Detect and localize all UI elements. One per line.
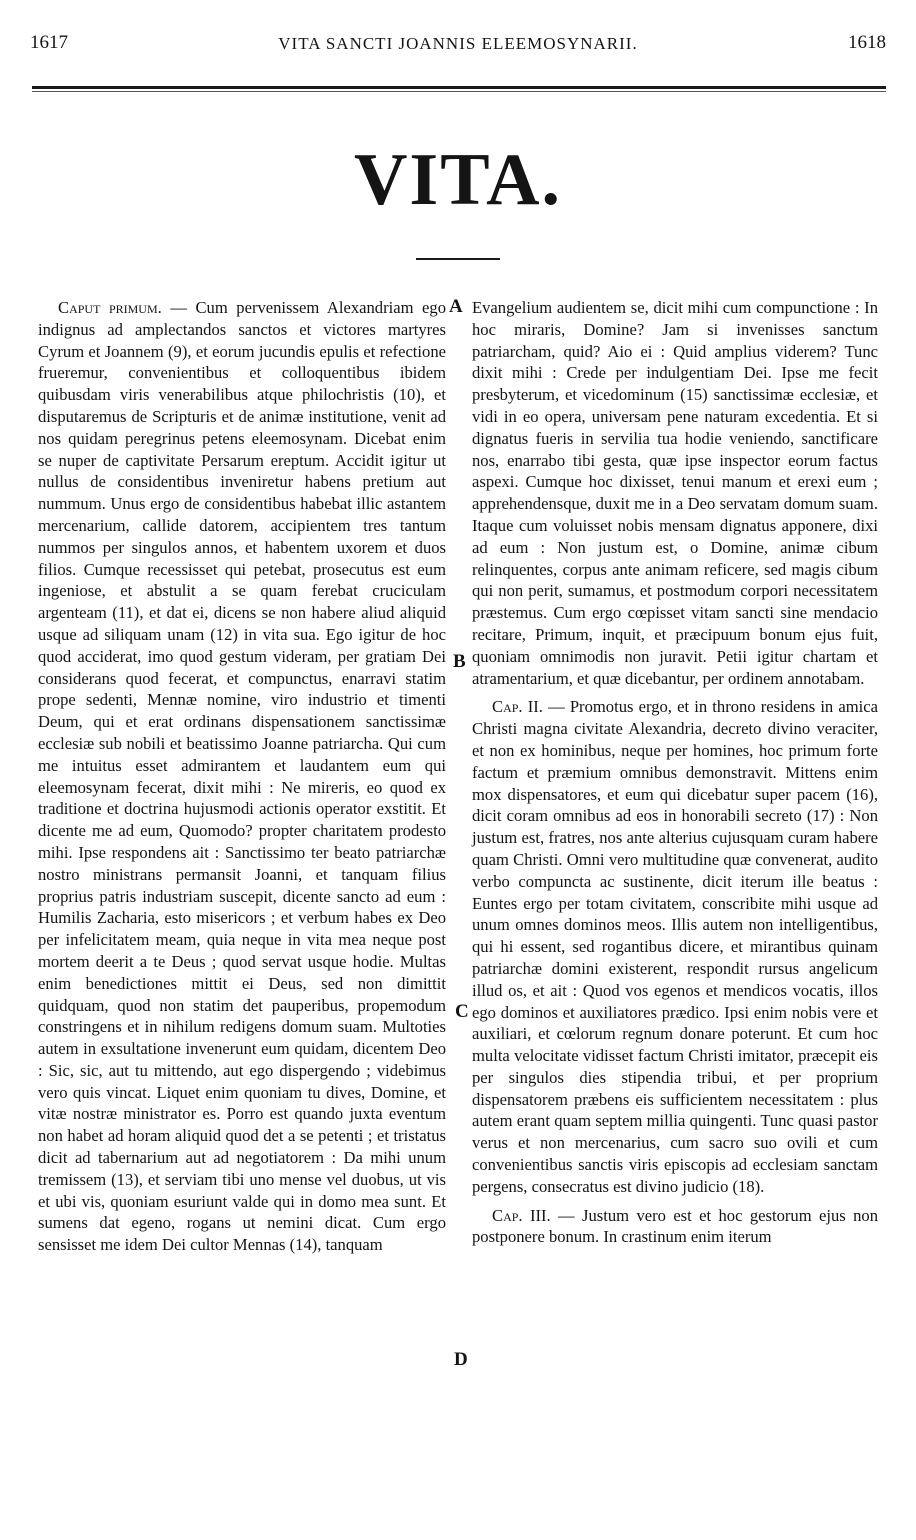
running-head xyxy=(30,32,886,56)
right-page-number: 1618 xyxy=(848,32,886,53)
page-title: VITA. xyxy=(353,139,563,221)
cap-ii-label: Cap. II. xyxy=(492,697,543,717)
margin-letter-a: A xyxy=(449,296,463,317)
running-title: VITA SANCTI JOANNIS ELEEMOSYNARII. xyxy=(278,34,638,53)
left-page-number: 1617 xyxy=(30,32,68,53)
title-rule xyxy=(416,258,500,260)
left-column xyxy=(38,297,446,1256)
cap-iii-label: Cap. III. xyxy=(492,1205,551,1225)
margin-letter-d: D xyxy=(454,1349,468,1370)
header-rule-thin xyxy=(32,91,886,92)
right-column xyxy=(472,297,878,1248)
paragraph-cap-iii xyxy=(472,1205,878,1249)
paragraph-text: — Justum vero est et hoc gestorum ejus non postponere bonum. In crastinum enim iterum xyxy=(472,1205,878,1247)
margin-letter-c: C xyxy=(455,1001,469,1022)
paragraph-caput-primum xyxy=(38,297,446,1256)
header-rule-thick xyxy=(32,86,886,89)
caput-label: Caput primum. xyxy=(58,298,162,317)
paragraph-text: — Cum pervenissem Alexandriam ego indignus ad amplectandos sanctos et victores martyres Cyrum et Joannem (9), et eorum jucundis epulis et refectione frueremur, convenientibus et colloquentibus ibidem quibusdam viris venerabilibus atque philochristis (10), et disputaremus de Scripturis et de animæ institutione, venit ad nos quidam peregrinus petens eleemosynam. Dicebat enim se nuper de captivitate Persarum ereptum. Accidit igitur ut nullus de considentibus inveniretur habens pretium aut nummum. Unus ergo de considentibus habebat illic astantem mercenarium, callide datorem, accipientem tres tantum nummos per singulos annos, et habentem uxorem et duos filios. Cumque recessisset qui petebat, prosecutus est eum ingeniose, et abstulit a se quam ferebat cruciculam argenteam (11), et dat ei, dicens se non habere aliud aliquid usque ad siliquam unam (12) in vita sua. Ego igitur de hoc quod acciderat, imo quod gestum videram, per gratiam Dei considerans quod fecerat, et compunctus, enarravi statim prope sedenti, Mennæ nomine, viro industrio et timenti Deum, qui et erat ordinans dispensationem sanctissimæ ecclesiæ sub nobili et beatissimo Joanne patriarcha. Qui cum me intuitus esset admirantem et laudantem eum qui eleemosynam fecerat, dixit mihi : Ne mireris, eo quod ex traditione et doctrina hujusmodi actionis operator exstitit. Et dicente me ad eum, Quomodo? propter charitatem prodesto mihi. Ipse respondens ait : Sanctissimo ter beato patriarchæ nostro ministrans permansit Joanni, et tanquam filius proprius patris industriam suscepit, dicente sancto ad eum : Humilis Zacharia, esto misericors ; et verbum habes ex Deo per infelicitatem meam, quia neque in vita mea neque post mortem deerit a te Deus ; quod servat usque hodie. Multas enim benedictiones mittit ei Deus, sed non dimittit quidquam, quod non statim det pauperibus, propemodum constringens et in nihilum redigens domum suam. Multoties autem in exsultatione invenerunt eum quidam, dicentem Deo : Sic, sic, aut tu mittendo, aut ego dispergendo ; videbimus vero quis vincat. Liquet enim quoniam tu dives, Domine, et vitæ nostræ ministrator es. Porro est quando juxta eventum non habet ad horam aliquid quod det a se petenti ; et tristatus dicit ad tabernarium aut ad negotiatorem : Da mihi unum tremissem (13), et serviam tibi uno mense vel duobus, ut vis et ubi vis, quoniam esuriunt valde qui in domo mea sunt. Et sumens dat egeno, rogans ut nemini dicat. Cum ergo sensisset me idem Dei cultor Mennas (14), tanquam xyxy=(38,298,446,1255)
paragraph-text: — Promotus ergo, et in throno residens in amica Christi magna civitate Alexandria, decreto divino veraciter, et non ex hominibus, neque per homines, hoc primum forte factum et præmium omnibus demonstravit. Mittens enim mox dispensatores, et eum qui dicebatur super pacem (16), dicit coram omnibus ad eos in honorabili secreto (17) : Non justum est, fratres, nos ante alterius cujusquam curam habere quam Christi. Omni vero multitudine quæ convenerat, audito verbo compuncta ac sustinente, dicit iterum ille beatus : Euntes ergo per totam civitatem, conscribite mihi usque ad unum omnes dominos meos. Illis autem non intelligentibus, qui hi essent, sed rogantibus dicere, et mirantibus quinam patriarchæ domini existerent, respondit rursus angelicum illud os, et ait : Quod vos egenos et mendicos vocatis, illos ego dominos et auxiliatores prædico. Ipsi enim nobis vere et auxiliari, et cœlorum regnum donare poterunt. Et cum hoc multa velocitate vidisset factum Christi imitator, præcepit eis per singulos dies stipendia tribui, et per proprium dispensatorem præbens eis sufficientem necessitatem : plus autem erant quam septem millia quingenti. Tunc quasi pastor verus et non mercenarius, cum sacro suo ovili et cum convenientibus sanctis viris episcopis ad ecclesiam sanctam pergens, consecratus est divino judicio (18). xyxy=(472,697,878,1196)
paragraph-cap-ii xyxy=(472,696,878,1197)
paragraph-continuation: Evangelium audientem se, dicit mihi cum compunctione : In hoc miraris, Domine? Jam si invenisses sanctum patriarcham, quid? Aio ei : Quid amplius viderem? Tunc dixit mihi : Crede per indulgentiam Dei. Ipse me fecit presbyterum, et vicedominum (15) sanctissimæ ecclesiæ, et vidi in eo opera, universam pene naturam excedentia. Et si dignatus fueris in servilia tua hodie veniendo, sanctificare nos, enarrabo tibi gesta, quæ ipse inspector eorum factus aspexi. Cumque hoc dixisset, tenui manum et erexi eum ; apprehendensque, duxit me in a Deo servatam domum suam. Itaque cum voluisset nobis mensam dignatus apponere, dixi ad eum : Non justum est, o Domine, animæ cibum relinquentes, corpus ante animam reficere, sed magis cibum qui non perit, sumamus, et postmodum corpori necessitatem præstemus. Cum ergo cœpisset vitam sancti sine mendacio recitare, Primum, inquit, et præcipuum bonum ejus fuit, quoniam omnimodis non juravit. Petii igitur chartam et atramentarium, et quæ dicebantur, per ordinem annotabam. xyxy=(472,298,878,688)
margin-letter-b: B xyxy=(453,651,466,672)
